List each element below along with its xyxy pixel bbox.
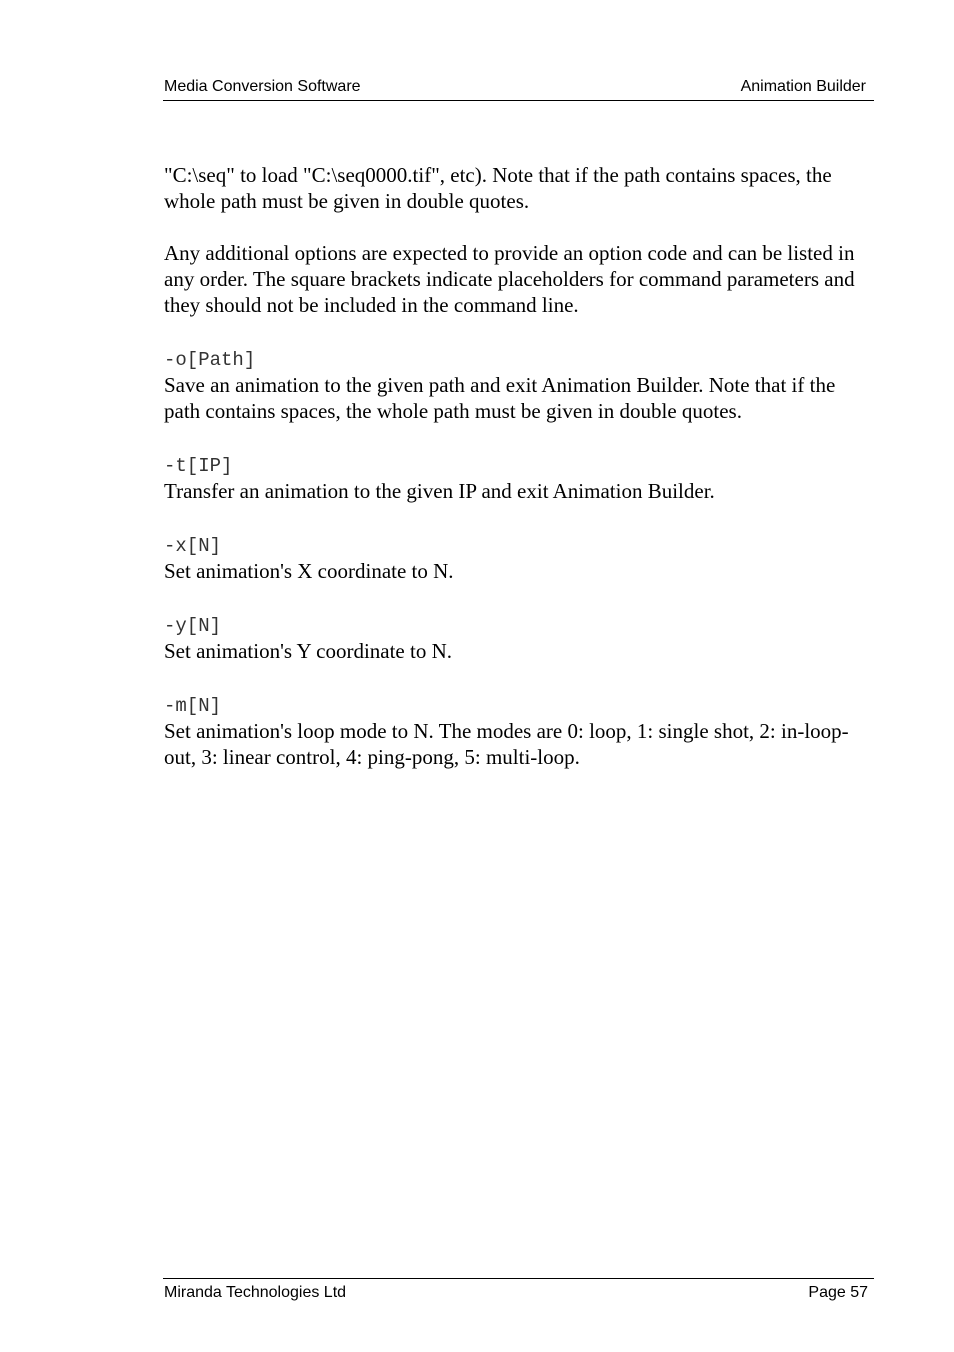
option-description: Set animation's loop mode to N. The modes are 0: loop, 1: single shot, 2: in-loop-out, 3: linear control, 4: ping-pong, 5: multi-loop.	[164, 719, 849, 769]
header-document-title: Media Conversion Software	[164, 78, 361, 95]
option-description: Save an animation to the given path and exit Animation Builder. Note that if the path contains spaces, the whole path must be given in double quotes.	[164, 373, 836, 423]
page-header	[163, 76, 874, 101]
option-description: Transfer an animation to the given IP and exit Animation Builder.	[164, 479, 715, 503]
option-transfer-ip	[164, 450, 864, 504]
page-content	[164, 162, 864, 796]
option-description: Set animation's X coordinate to N.	[164, 559, 454, 583]
option-code: -t[IP]	[164, 455, 233, 477]
option-output-path	[164, 344, 864, 424]
option-code: -o[Path]	[164, 349, 256, 371]
option-loop-mode	[164, 690, 864, 770]
footer-company-name: Miranda Technologies Ltd	[164, 1284, 347, 1301]
option-code: -y[N]	[164, 615, 222, 637]
option-y-coordinate	[164, 610, 864, 664]
option-code: -m[N]	[164, 695, 222, 717]
paragraph-path-note: "C:\seq" to load "C:\seq0000.tif", etc). Note that if the path contains spaces, the whole path must be given in double quotes.	[164, 163, 832, 213]
option-code: -x[N]	[164, 535, 222, 557]
option-description: Set animation's Y coordinate to N.	[164, 639, 453, 663]
page-footer	[163, 1278, 874, 1309]
paragraph-options-intro: Any additional options are expected to provide an option code and can be listed in any order. The square brackets indicate placeholders for command parameters and they should not be included in the command line.	[164, 241, 855, 317]
header-section-title: Animation Builder	[740, 78, 866, 95]
footer-page-number: Page 57	[808, 1284, 868, 1301]
option-x-coordinate	[164, 530, 864, 584]
